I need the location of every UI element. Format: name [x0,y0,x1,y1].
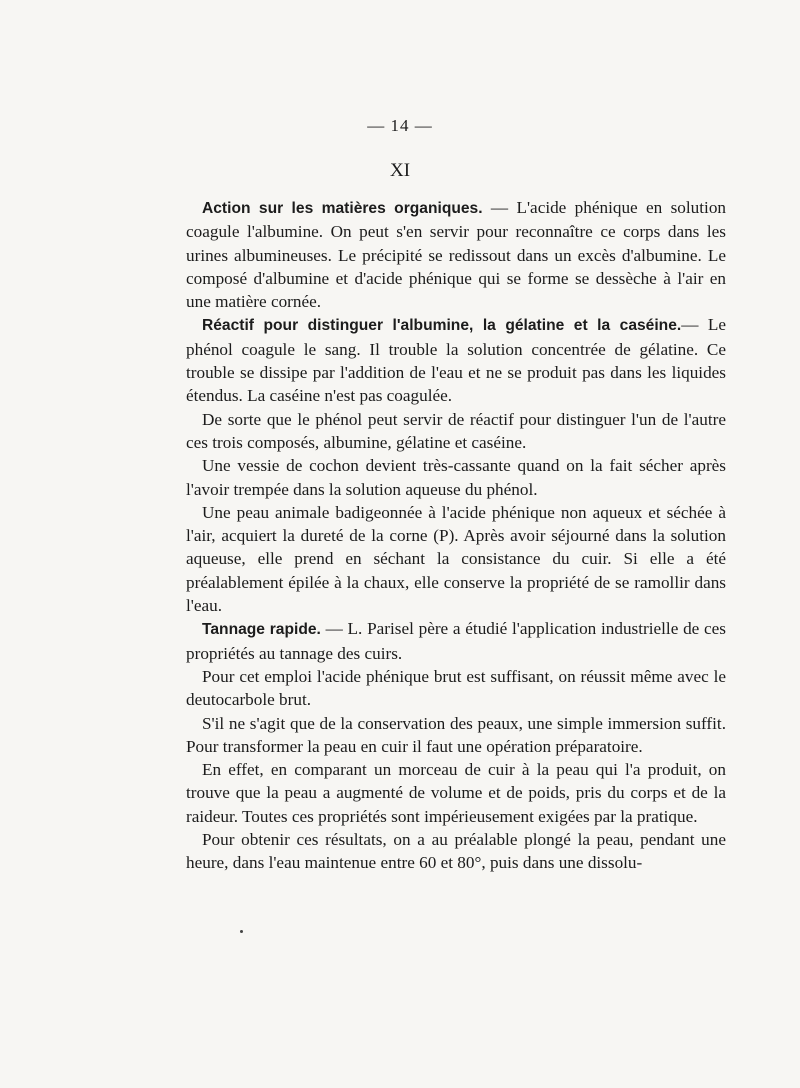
paragraph-text: Pour cet emploi l'acide phénique brut est suffisant, on réussit même avec le deutocarbole brut. [186,666,726,710]
paragraph [186,313,726,407]
paragraph-text: Une peau animale badigeonnée à l'acide phénique non aqueux et séchée à l'air, acquiert la dureté de la corne (P). Après avoir séjourné dans la solution aqueuse, elle prend en séchant la consistance du cuir. Si elle a été préalablement épilée à la chaux, elle conserve la propriété de se ramollir dans l'eau. [186,502,726,616]
page-number: — 14 — [367,116,433,135]
ink-speck [240,930,243,933]
paragraph [186,408,726,455]
paragraph-text: Pour obtenir ces résultats, on a au préalable plongé la peau, pendant une heure, dans l'eau maintenue entre 60 et 80°, puis dans une dissolu- [186,830,726,873]
section-heading: Tannage rapide. [202,621,321,639]
paragraph [186,828,726,875]
paragraph-text: — Le phénol coagule le sang. Il trouble la solution concentrée de gélatine. Ce trouble se dissipe par l'addition de l'eau et ne se produit pas dans les liquides étendus. La caséine n'est pas coagulée. [186,315,726,406]
body-text [186,196,726,875]
paragraph-text: S'il ne s'agit que de la conservation des peaux, une simple immersion suffit. Pour transformer la peau en cuir il faut une opération préparatoire. [186,713,726,756]
paragraph [186,665,726,712]
paragraph [186,454,726,501]
paragraph-text: Une vessie de cochon devient très-cassante quand on la fait sécher après l'avoir trempée dans la solution aqueuse du phénol. [186,456,726,499]
paragraph [186,196,726,313]
section-heading: Action sur les matières organiques. [202,200,483,217]
paragraph [186,712,726,759]
paragraph [186,617,726,665]
chapter-heading: XI [389,160,411,181]
section-heading: Réactif pour distinguer l'albumine, la gélatine et la caséine. [202,317,682,335]
paragraph-text: De sorte que le phénol peut servir de réactif pour distinguer l'un de l'autre ces trois composés, albumine, gélatine et caséine. [186,409,726,452]
paragraph [186,501,726,617]
paragraph [186,758,726,828]
paragraph-text: — L. Parisel père a étudié l'application industrielle de ces propriétés au tannage des cuirs. [186,619,726,663]
paragraph-text: — L'acide phénique en solution coagule l'albumine. On peut s'en servir pour reconnaître ce corps dans les urines albumineuses. Le précipité se redissout dans un excès d'albumine. Le composé d'albumine et d'acide phénique qui se forme se dessèche à l'air en une matière cornée. [186,198,727,312]
paragraph-text: En effet, en comparant un morceau de cuir à la peau qui l'a produit, on trouve que la peau a augmenté de volume et de poids, pris du corps et de la raideur. Toutes ces propriétés sont impérieusement exigées par la pratique. [186,760,726,826]
